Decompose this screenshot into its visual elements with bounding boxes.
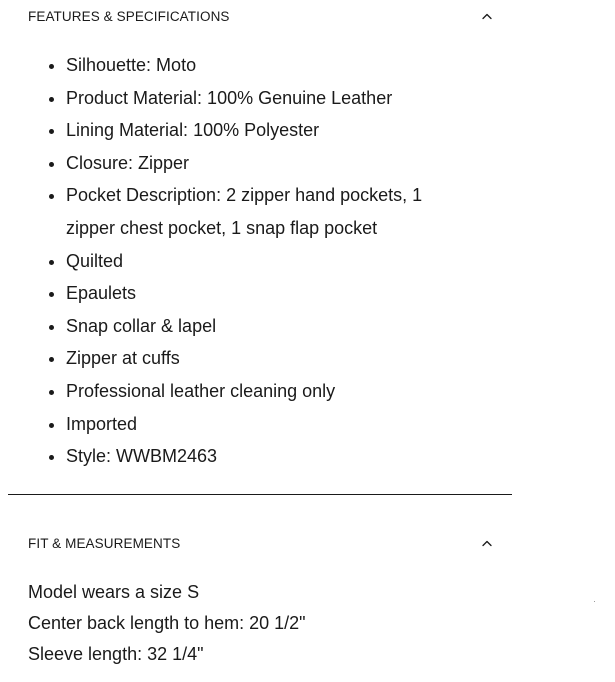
list-item: • Silhouette: Moto (66, 49, 468, 82)
features-specifications-title: FEATURES & SPECIFICATIONS (28, 8, 230, 24)
section-divider (8, 494, 512, 495)
list-item: • Professional leather cleaning only (66, 375, 468, 408)
chevron-up-icon[interactable] (480, 536, 494, 550)
list-item: • Zipper at cuffs (66, 342, 468, 375)
list-item: • Pocket Description: 2 zipper hand pockets, 1 zipper chest pocket, 1 snap flap pocket (66, 179, 468, 244)
chevron-up-icon[interactable] (480, 9, 494, 23)
fit-measurements-content (28, 577, 488, 670)
decorative-speck (594, 601, 595, 602)
fit-line: Center back length to hem: 20 1/2" (28, 613, 306, 633)
list-item: • Snap collar & lapel (66, 310, 468, 343)
list-item: • Lining Material: 100% Polyester (66, 114, 468, 147)
fit-line: Model wears a size S (28, 582, 200, 602)
list-item: • Product Material: 100% Genuine Leather (66, 82, 468, 115)
list-item: • Style: WWBM2463 (66, 440, 468, 473)
list-item: • Quilted (66, 245, 468, 278)
fit-measurements-toggle[interactable] (28, 533, 494, 553)
list-item: • Epaulets (66, 277, 468, 310)
list-item: • Imported (66, 408, 468, 441)
list-item: • Closure: Zipper (66, 147, 468, 180)
features-specifications-toggle[interactable] (28, 6, 494, 26)
features-list (28, 49, 468, 473)
fit-measurements-title: FIT & MEASUREMENTS (28, 535, 181, 551)
fit-line: Sleeve length: 32 1/4" (28, 644, 204, 664)
